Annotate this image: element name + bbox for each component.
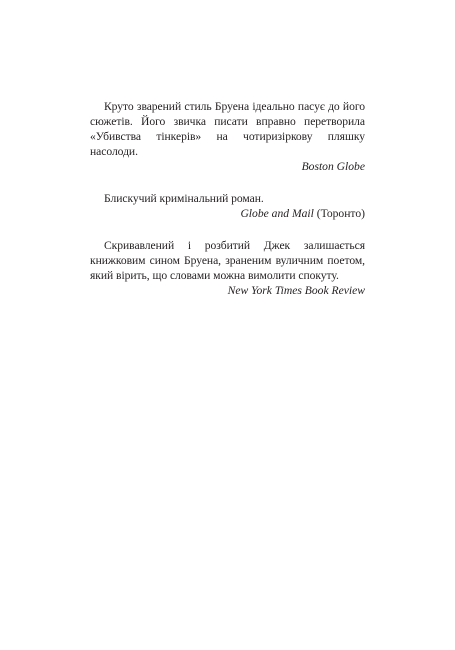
- review-source: [90, 206, 365, 221]
- praise-column: [90, 99, 365, 298]
- review-source: [90, 283, 365, 298]
- review-source-location: (Торонто): [313, 207, 365, 220]
- review-source-publication: Globe and Mail: [240, 207, 314, 220]
- review-source-publication: New York Times Book Review: [227, 284, 365, 297]
- review-block-globe-and-mail: [90, 191, 365, 221]
- review-source: [90, 159, 365, 174]
- review-quote: Круто зварений стиль Бруена ідеально пасує до його сюжетів. Його звичка писати вправно перетворила «Убивства тінкерів» на чотиризіркову пляшку насолоди.: [90, 100, 365, 158]
- review-quote: Скривавлений і розбитий Джек залишається книжковим сином Бруена, зраненим вуличним поетом, який вірить, що словами можна вимолити спокуту.: [90, 239, 365, 282]
- review-block-boston-globe: [90, 99, 365, 174]
- review-block-nytbr: [90, 238, 365, 298]
- review-source-publication: Boston Globe: [301, 160, 365, 173]
- review-quote: Блискучий кримінальний роман.: [104, 192, 264, 205]
